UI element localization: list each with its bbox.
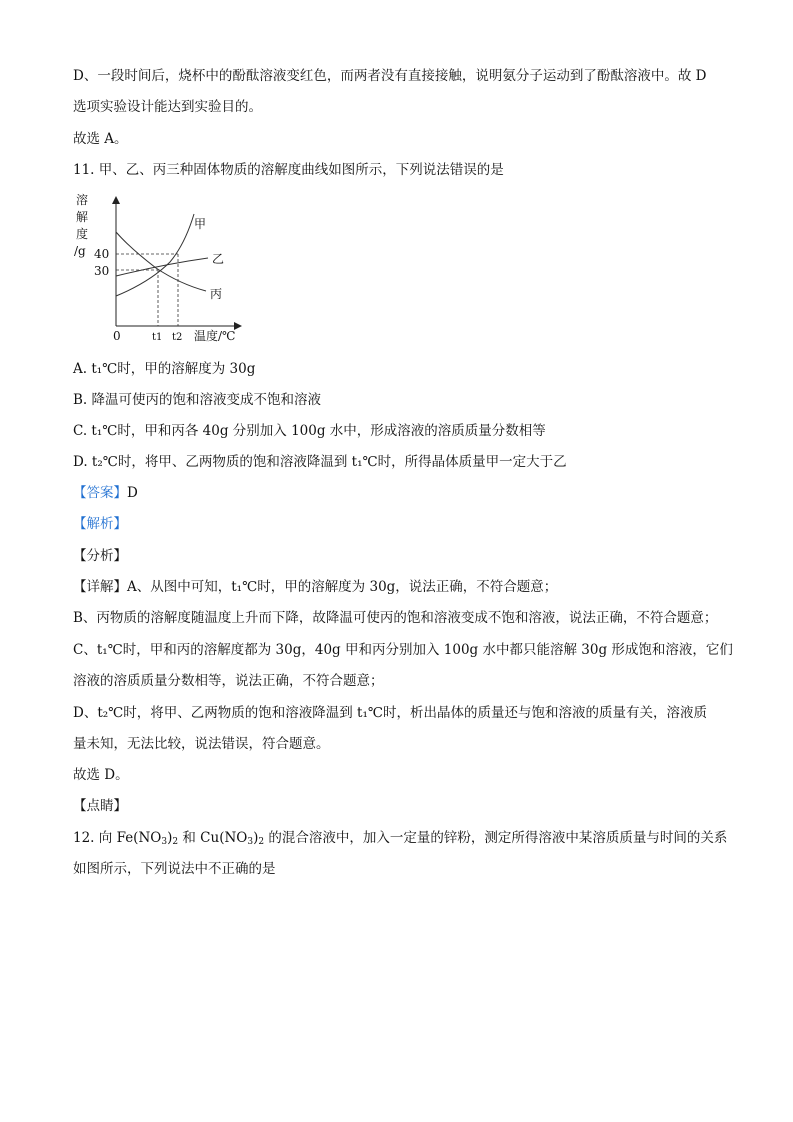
cu-formula: $Cu(NO_3)_2$ <box>200 830 265 847</box>
answer-label: 【答案】 <box>73 485 127 501</box>
option-b: B. 降温可使丙的饱和溶液变成不饱和溶液 <box>73 392 322 408</box>
analysis-label: 【解析】 <box>73 516 127 532</box>
legend-bing: 丙 <box>210 287 223 301</box>
detail-c2: 溶液的溶质质量分数相等，说法正确，不符合题意； <box>73 673 384 689</box>
answer-line <box>73 483 138 503</box>
line-3: 故选 A。 <box>73 131 128 147</box>
y-label-2: 解 <box>76 210 89 224</box>
q12-and: 和 <box>178 830 201 846</box>
y-tick-40: 40 <box>94 247 110 261</box>
fenxi-label: 【分析】 <box>73 548 127 564</box>
detail-d2: 量未知，无法比较，说法错误，符合题意。 <box>73 736 330 752</box>
legend-yi: 乙 <box>212 252 225 266</box>
option-d: D. t₂℃时，将甲、乙两物质的饱和溶液降温到 t₁℃时，所得晶体质量甲一定大于乙 <box>73 454 567 470</box>
question-12-line-2: 如图所示，下列说法中不正确的是 <box>73 861 276 877</box>
legend-jia: 甲 <box>194 217 207 231</box>
curve-jia <box>116 214 194 296</box>
y-label-4: /g <box>74 244 86 258</box>
x-tick-t2: t2 <box>172 332 183 343</box>
conclusion: 故选 D。 <box>73 767 129 783</box>
x-tick-t1: t1 <box>152 332 163 343</box>
detail-a: 【详解】A、从图中可知，t₁℃时，甲的溶解度为 30g，说法正确，不符合题意； <box>73 579 558 595</box>
y-label-1: 溶 <box>76 193 89 207</box>
detail-d1: D、t₂℃时，将甲、乙两物质的饱和溶液降温到 t₁℃时，析出晶体的质量还与饱和溶液的质量有关，溶液质 <box>73 705 707 721</box>
q12-rest: 的混合溶液中，加入一定量的锌粉，测定所得溶液中某溶质质量与时间的关系 <box>264 830 728 846</box>
detail-c1: C、t₁℃时，甲和丙的溶解度都为 30g，40g 甲和丙分别加入 100g 水中都只能溶解 30g 形成饱和溶液，它们 <box>73 642 733 658</box>
answer-value: D <box>127 485 138 501</box>
question-12 <box>73 828 727 848</box>
x-tick-0: 0 <box>113 329 121 343</box>
y-label-3: 度 <box>76 227 89 241</box>
curve-yi <box>116 258 208 276</box>
option-c: C. t₁℃时，甲和丙各 40g 分别加入 100g 水中，形成溶液的溶质质量分数相等 <box>73 423 546 439</box>
q12-num: 12. 向 <box>73 830 117 846</box>
curve-bing <box>116 232 206 291</box>
dianjing-label: 【点睛】 <box>73 798 127 814</box>
x-label: 温度/℃ <box>194 329 236 343</box>
fe-formula: $Fe(NO_3)_2$ <box>116 830 179 847</box>
y-tick-30: 30 <box>94 264 110 278</box>
line-2: 选项实验设计能达到实验目的。 <box>73 99 262 115</box>
question-11: 11. 甲、乙、丙三种固体物质的溶解度曲线如图所示，下列说法错误的是 <box>73 162 504 178</box>
line-1: D、一段时间后，烧杯中的酚酞溶液变红色，而两者没有直接接触，说明氨分子运动到了酚酞溶液中。故 D <box>73 68 707 84</box>
solubility-chart <box>70 188 250 348</box>
detail-b: B、丙物质的溶解度随温度上升而下降，故降温可使丙的饱和溶液变成不饱和溶液，说法正确，不符合题意； <box>73 610 718 626</box>
option-a: A. t₁℃时，甲的溶解度为 30g <box>73 361 256 377</box>
